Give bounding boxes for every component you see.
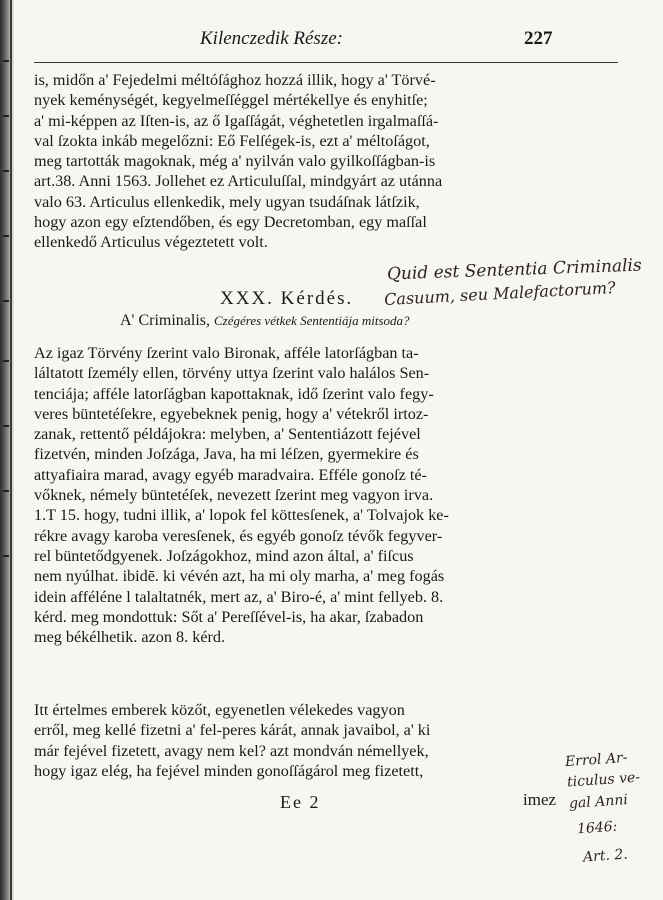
text-line: is, midőn a' Fejedelmi méltóſághoz hozzá illik, hogy a' Törvé- — [34, 71, 436, 89]
text-line: meg tartották magoknak, még a' nyilván valo gyilkoſſágban-is — [34, 152, 436, 171]
text-line: nem nyúlhat. ibidē. ki vévén azt, ha mi oly marha, a' meg fogás — [34, 567, 445, 586]
signature-mark: Ee 2 — [280, 792, 321, 812]
gutter-marks — [3, 60, 11, 580]
text-line: tenciája; afféle latorſágban kapottaknak, idő ſzerint valo fegy- — [34, 384, 434, 403]
page-header — [30, 22, 630, 50]
text-line: láltatott ſzemély ellen, törvény uttya ſzerint valo halálos Sen- — [34, 364, 430, 383]
text-line: zanak, rettentő példájokra: melyben, a' Sententiázott fejével — [34, 425, 421, 444]
text-line: Az igaz Törvény ſzerint valo Bironak, afféle latorſágban ta- — [34, 344, 419, 362]
text-line: meg békélhetik. azon 8. kérd. — [34, 628, 226, 647]
subtitle-main: A' Criminalis, — [120, 312, 210, 329]
catchword: imez — [523, 790, 557, 809]
paragraph-2 — [34, 343, 574, 647]
text-line: valo 63. Articulus ellenkedik, mely ugyan tsudáſnak látſzik, — [34, 192, 420, 211]
text-line: val ſzokta inkáb megelőzni: Eő Felſégek-is, ezt a' méltoſágot, — [34, 131, 430, 150]
subtitle-italic: Czégéres vétkek Sententiája mitsoda? — [214, 313, 410, 328]
text-line: veres büntetéſekre, egyebeknek penig, hogy a' vétekről irtoz- — [34, 404, 429, 423]
margin-note-line: gal Anni — [568, 791, 629, 813]
text-line: hogy azon egy eſztendőben, és egy Decretomban, egy maſſal — [34, 213, 427, 232]
margin-note-line: 1646: — [576, 818, 618, 838]
question-heading: XXX. Kérdés. — [220, 288, 354, 309]
text-line: attyafiaira marad, avagy egyéb maradvaira. Efféle gonoſz té- — [34, 465, 427, 484]
running-title: Kilenczedik Része: — [200, 28, 343, 49]
margin-note-line: Errol Ar- — [564, 749, 628, 771]
text-line: rékre avagy karoba veresſenek, és egyéb gonoſz tévők fegyver- — [34, 526, 443, 545]
text-line: a' mi-képpen az Iſten-is, az ő Igaſſágát, véghetetlen irgalmaſſá- — [34, 111, 439, 130]
text-line: erről, meg kellé fizetni a' fel-peres kárát, annak javaibol, a' ki — [34, 721, 431, 740]
text-line: kérd. meg mondottuk: Sőt a' Pereſſével-is, ha akar, ſzabadon — [34, 607, 424, 626]
margin-note-line: ticulus ve- — [566, 769, 641, 791]
text-line: nyek keménységét, kegyelmeſſéggel mértékellye és enyhitſe; — [34, 91, 428, 110]
text-line: már fejével fizetett, avagy nem kel? azt mondván némellyek, — [34, 741, 429, 760]
handwritten-note-line-1: Quid est Sententia Criminalis — [386, 255, 643, 285]
header-rule — [34, 62, 618, 63]
text-line: hogy igaz elég, ha fejével minden gonoſſágárol meg fizetett, — [34, 761, 424, 780]
paragraph-1 — [34, 70, 572, 253]
text-line: rel büntetődgyenek. Joſzágokhoz, mind azon által, a' fiſcus — [34, 546, 414, 565]
handwritten-note-line-2: Casuum, seu Malefactorum? — [383, 277, 617, 310]
text-line: vőknek, némely büntetéſek, nevezett ſzerint meg vagyon irva. — [34, 486, 434, 505]
text-line: 1.T 15. hogy, tudni illik, a' lopok fel köttesſenek, a' Tolvajok ke- — [34, 506, 449, 525]
page-number: 227 — [524, 28, 553, 49]
text-line: idein afféléne l talaltatnék, mert az, a' Biro-é, a' mint fellyeb. 8. — [34, 587, 444, 606]
paragraph-3 — [34, 700, 574, 781]
text-line: art.38. Anni 1563. Jollehet ez Articuluſſal, mindgyárt az utánna — [34, 172, 443, 191]
text-line: fizetvén, minden Joſzága, Java, ha mi léſzen, gyermekire és — [34, 445, 419, 464]
text-line: Itt értelmes emberek közőt, egyenetlen vélekedes vagyon — [34, 701, 405, 719]
text-line: ellenkedő Articulus végeztetett volt. — [34, 233, 268, 252]
margin-note-line: Art. 2. — [582, 846, 629, 866]
question-subtitle — [120, 312, 410, 330]
